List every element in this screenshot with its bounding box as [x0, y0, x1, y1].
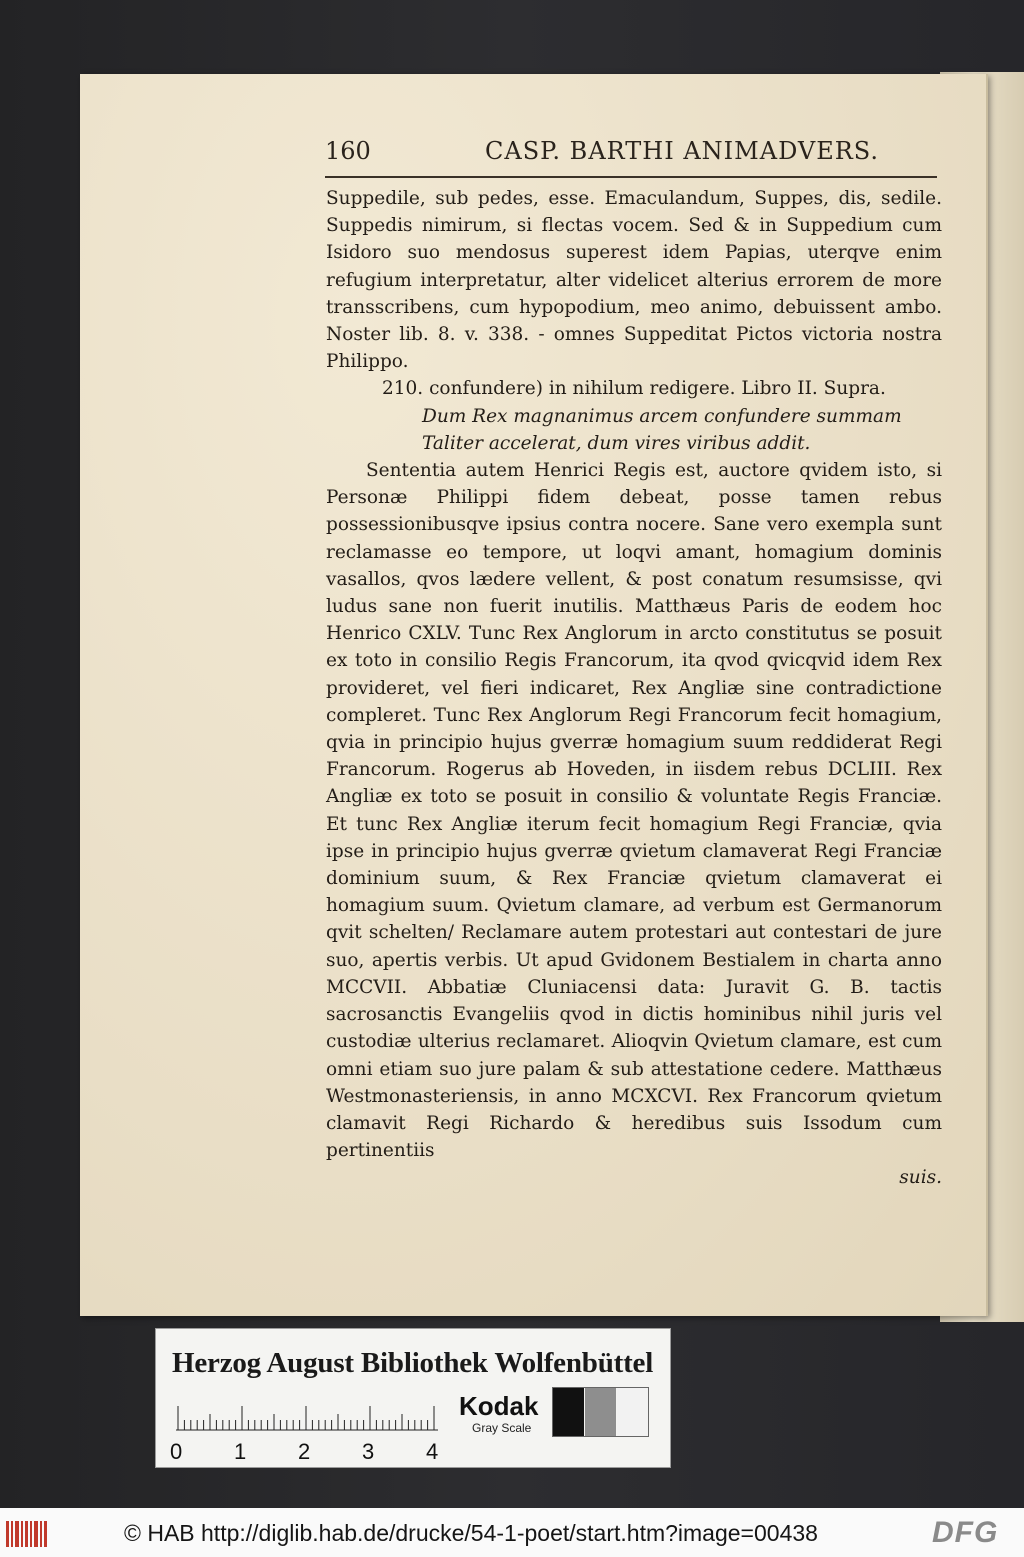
barcode-icon	[6, 1521, 50, 1547]
running-header	[325, 135, 940, 171]
ruler-number: 4	[426, 1439, 439, 1464]
ruler-numbers	[170, 1439, 450, 1463]
color-target-card	[155, 1328, 671, 1468]
ruler-number: 3	[362, 1439, 375, 1464]
paragraph: Suppedile, sub pedes, esse. Emaculandum, Suppes, dis, sedile. Suppedis nimirum, si flectas vocem. Sed & in Suppedium cum Isidoro suo mendosus superest idem Papias, uterqve enim refugium interpretatur, alter videlicet alterius errorem de more transscribens, cum hypopodium, meo animo, debuissent ambo. Noster lib. 8. v. 338. - omnes Suppeditat Pictos victoria nostra Philippo.	[326, 188, 942, 373]
header-rule	[325, 176, 937, 178]
page-body	[326, 185, 942, 1192]
ruler-number: 0	[170, 1439, 183, 1464]
verse-line: Dum Rex magnanimus arcem confundere summam	[422, 405, 902, 427]
gray-scale-label: Gray Scale	[472, 1421, 532, 1435]
source-url-link[interactable]: © HAB http://diglib.hab.de/drucke/54-1-poet/start.htm?image=00438	[124, 1520, 818, 1546]
verse-line: Taliter accelerat, dum vires viribus addit.	[422, 432, 811, 454]
black-swatch	[553, 1388, 584, 1436]
measurement-ruler	[176, 1405, 438, 1431]
gray-swatch	[585, 1388, 616, 1436]
annotation-line: 210. confundere) in nihilum redigere. Libro II. Supra.	[382, 378, 886, 400]
running-head-title: CASP. BARTHI ANIMADVERS.	[485, 137, 880, 165]
viewer-footer	[0, 1508, 1024, 1557]
ruler-number: 1	[234, 1439, 247, 1464]
kodak-logo: Kodak	[459, 1391, 539, 1421]
ruler-number: 2	[298, 1439, 311, 1464]
paragraph: Sententia autem Henrici Regis est, auctore qvidem isto, si Personæ Philippi fidem debeat, posse tamen rebus possessionibusqve ipsius contra nocere. Sane vero exempla sunt reclamasse eo tempore, ut loqvi amant, homagium dominis vasallos, qvos lædere vellent, & post conatum resumsisse, qvi ludus sane non fuerit inutilis. Matthæus Paris de eodem hoc Henrico CXLV. Tunc Rex Anglorum in arcto constitutus se posuit ex toto in consilio Regis Francorum, ita qvod qvicqvid idem Rex provideret, vel fieri indicaret, Rex Angliæ sine contradictione compleret. Tunc Rex Anglorum Regi Francorum fecit homagium, qvia in principio hujus gverræ homagium suum reddiderat Regi Francorum. Rogerus ab Hoveden, in iisdem rebus DCLIII. Rex Angliæ ex toto se posuit in consilio & voluntate Regis Franciæ. Et tunc Rex Angliæ iterum fecit homagium Regi Franciæ, qvia ipse in principio hujus gverræ qvietum clamaverat Regi Franciæ dominium suum, & Rex Franciæ qvietum clamaverat ei homagium suum. Qvietum clamare, ad verbum est Germanorum qvit schelten/ Reclamare autem protestari aut contestari de jure suo, apertis verbis. Ut apud Gvidonem Bestialem in charta anno MCCVII. Abbatiæ Cluniacensi data: Juravit G. B. tactis sacrosanctis Evangeliis qvod in dictis hominibus nihil juris vel custodiæ ulterius reclamaret. Alioqvin Qvietum clamare, est cum omni etiam suo jure palam & sub attestatione cedere. Matthæus Westmonasteriensis, in anno MCXCVI. Rex Francorum qvietum clamavit Regi Richardo & heredibus suis Issodum cum pertinentiis	[326, 460, 942, 1162]
page-number: 160	[325, 137, 371, 165]
gray-swatches	[552, 1387, 649, 1437]
closing-word: suis.	[899, 1167, 942, 1189]
dfg-logo: DFG	[932, 1516, 999, 1549]
white-swatch	[617, 1388, 648, 1436]
library-name: Herzog August Bibliothek Wolfenbüttel	[172, 1347, 654, 1379]
